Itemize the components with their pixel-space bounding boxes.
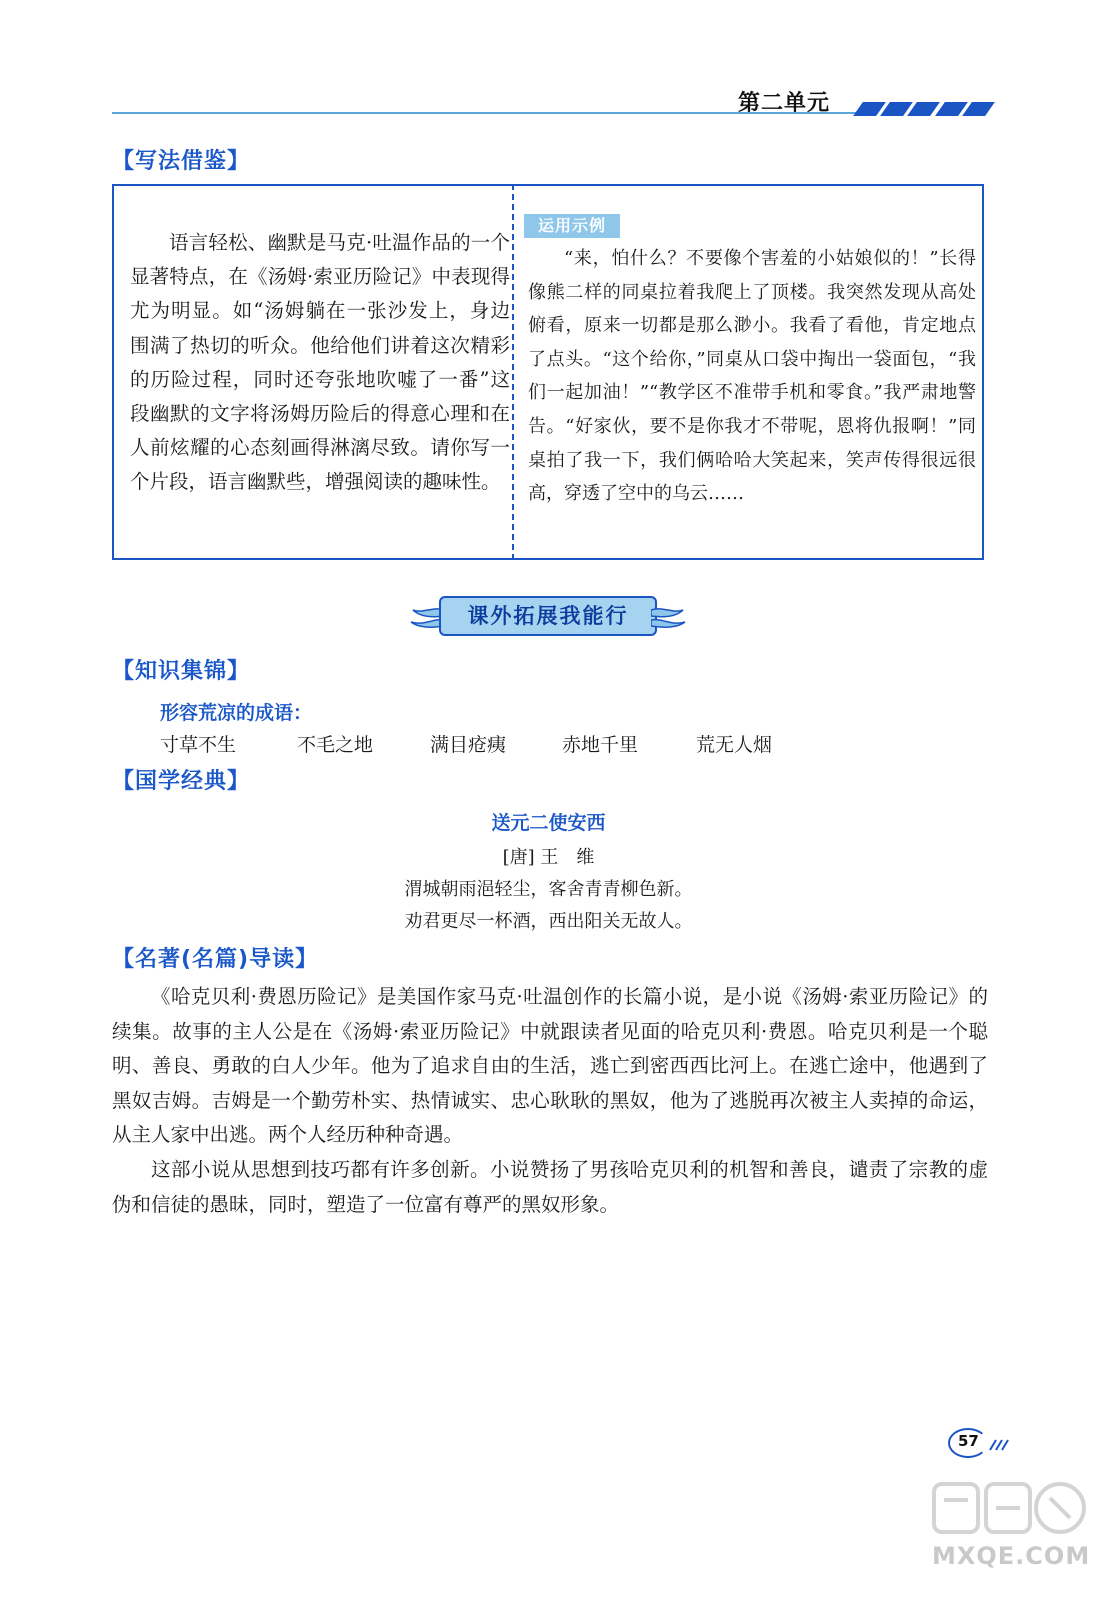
- idiom-item: 满目疮痍: [430, 734, 507, 756]
- poem-line: 劝君更尽一杯酒，西出阳关无故人。: [404, 911, 693, 932]
- header-stripe-decoration: [858, 102, 990, 116]
- section-label-reading: 【名著(名篇)导读】: [112, 947, 319, 972]
- example-text: “来，怕什么？不要像个害羞的小姑娘似的！”长得像熊二样的同桌拉着我爬上了顶楼。我突然发现从高处俯看，原来一切都是那么渺小。我看了看他，肯定地点了点头。“这个给你，”同桌从口袋中掏出一袋面包，“我们一起加油！”“教学区不准带手机和零食。”我严肃地警告。“好家伙，要不是你我才不带呢，恩将仇报啊！”同桌拍了我一下，我们俩哈哈大笑起来，笑声传得很远很高，穿透了空中的乌云……: [528, 248, 976, 505]
- reading-paragraph: 这部小说从思想到技巧都有许多创新。小说赞扬了男孩哈克贝利的机智和善良，谴责了宗教的虚伪和信徒的愚昧，同时，塑造了一位富有尊严的黑奴形象。: [112, 1157, 988, 1216]
- idiom-item: 荒无人烟: [696, 734, 773, 756]
- page-number: 57: [958, 1432, 979, 1450]
- reading-paragraph: 《哈克贝利·费恩历险记》是美国作家马克·吐温创作的长篇小说，是小说《汤姆·索亚历险记》的续集。故事的主人公是在《汤姆·索亚历险记》中就跟读者见面的哈克贝利·费恩。哈克贝利是一个聪明、善良、勇敢的白人少年。他为了追求自由的生活，逃亡到密西西比河上。在逃亡途中，他遇到了黑奴吉姆。吉姆是一个勤劳朴实、热情诚实、忠心耿耿的黑奴，他为了逃脱再次被主人卖掉的命运，从主人家中出逃。两个人经历种种奇遇。: [112, 985, 988, 1147]
- example-badge: 运用示例: [524, 214, 620, 238]
- section-label-classics: 【国学经典】: [112, 769, 251, 794]
- watermark: [920, 1476, 1100, 1586]
- idiom-item: 寸草不生: [160, 734, 237, 756]
- section-label-writing: 【写法借鉴】: [112, 149, 251, 174]
- writing-box-divider: [512, 184, 514, 560]
- poem-line: 渭城朝雨浥轻尘，客舍青青柳色新。: [404, 879, 693, 900]
- watermark-logo-icon: [920, 1476, 1100, 1540]
- writing-prompt-text: 语言轻松、幽默是马克·吐温作品的一个显著特点，在《汤姆·索亚历险记》中表现得尤为明显。如“汤姆躺在一张沙发上，身边围满了热切的听众。他给他们讲着这次精彩的历险过程，同时还夸张地吹嘘了一番”这段幽默的文字将汤姆历险后的得意心理和在人前炫耀的心态刻画得淋漓尽致。请你写一个片段，语言幽默些，增强阅读的趣味性。: [130, 231, 510, 494]
- section-label-knowledge: 【知识集锦】: [112, 659, 251, 684]
- page-number-ticks-icon: [988, 1438, 1012, 1452]
- idiom-item: 不毛之地: [297, 734, 374, 756]
- poem-title: 送元二使安西: [491, 812, 606, 834]
- wave-right-icon: [651, 604, 691, 630]
- reading-guide: [112, 980, 988, 1222]
- idioms-sub-label: 形容荒凉的成语：: [160, 702, 313, 724]
- page-number-badge: [948, 1428, 1018, 1462]
- idiom-list: [160, 730, 860, 760]
- idiom-item: 赤地千里: [562, 734, 639, 756]
- unit-title: 第二单元: [738, 91, 831, 116]
- watermark-text: MXQE.COM: [932, 1542, 1091, 1570]
- extension-banner-title: 课外拓展我能行: [439, 596, 657, 636]
- header-rule: [112, 112, 872, 114]
- extension-banner: [405, 596, 691, 640]
- poem-author: [唐] 王 维: [502, 847, 595, 868]
